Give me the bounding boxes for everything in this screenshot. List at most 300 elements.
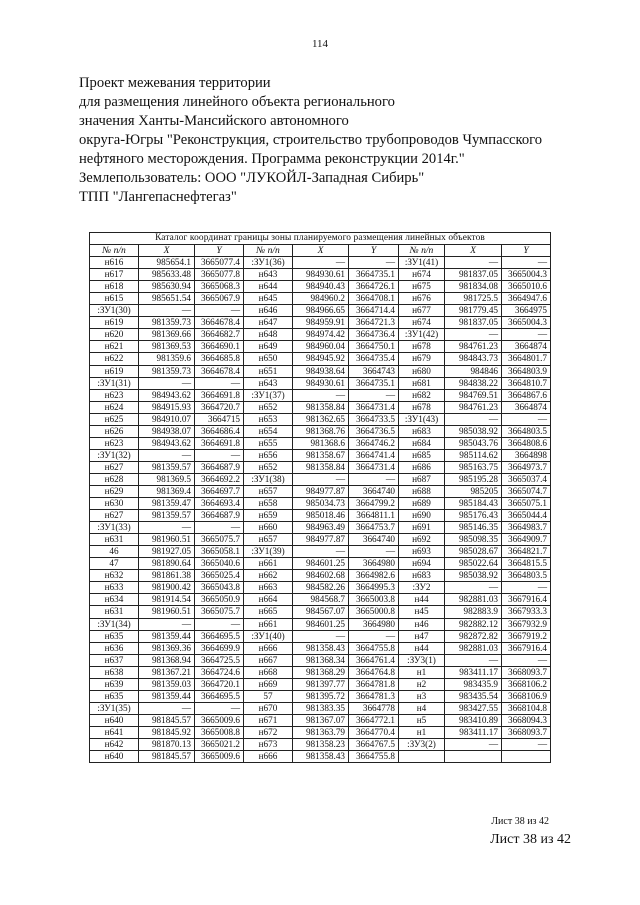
table-caption-row [90,233,551,245]
table-cell: 3664695.5 [195,690,244,702]
table-cell: 984974.42 [293,329,349,341]
table-cell: 3665075.7 [195,534,244,546]
table-cell: н647 [244,317,293,329]
table-cell: н664 [244,594,293,606]
table-cell: — [139,449,195,461]
table-cell: н616 [90,257,139,269]
table-cell: 983435.54 [445,690,502,702]
table-cell: 3664973.7 [502,461,551,473]
table-cell: 981359.44 [139,630,195,642]
table-cell: :ЗУ1(40) [244,630,293,642]
table-cell: 3664687.9 [195,510,244,522]
table-cell: н663 [244,582,293,594]
table-cell: 985654.1 [139,257,195,269]
table-cell [502,751,551,763]
table-cell: — [349,389,399,401]
table-cell: н667 [244,654,293,666]
table-cell: :ЗУ1(41) [399,257,445,269]
table-cell: :ЗУ1(33) [90,522,139,534]
document-header [79,74,599,207]
table-cell: 3664740 [349,534,399,546]
table-cell: 981845.57 [139,751,195,763]
table-cell: 3664947.6 [502,293,551,305]
table-cell: 3667916.4 [502,594,551,606]
table-cell: 981900.42 [139,582,195,594]
table-cell: н657 [244,534,293,546]
table-cell: 3664736.5 [349,425,399,437]
table-cell: н677 [399,305,445,317]
table-cell: 984940.43 [293,281,349,293]
table-cell: 984943.62 [139,389,195,401]
table-cell: 3664781.8 [349,678,399,690]
table-cell: 985022.64 [445,558,502,570]
table-cell: — [139,618,195,630]
table-cell: 984938.64 [293,365,349,377]
table-cell: 3664781.3 [349,690,399,702]
table-cell: — [349,473,399,485]
table-cell: 983411.17 [445,666,502,678]
table-cell: 3664691.8 [195,437,244,449]
table-cell: 3664746.2 [349,437,399,449]
table-cell: 984843.73 [445,353,502,365]
table-cell: н694 [399,558,445,570]
table-cell: н46 [399,618,445,630]
table-cell: н633 [90,582,139,594]
table-cell: н692 [399,534,445,546]
table-cell: н637 [90,654,139,666]
table-cell: н679 [399,353,445,365]
table-cell: 3664772.1 [349,714,399,726]
table-cell: н654 [244,425,293,437]
table-cell: 3664714.4 [349,305,399,317]
table-cell: н636 [90,642,139,654]
table-cell: — [139,522,195,534]
table-cell: 3664697.7 [195,485,244,497]
table-row [90,281,551,293]
table-cell: н44 [399,594,445,606]
table-row [90,437,551,449]
table-cell: — [139,377,195,389]
table-row [90,317,551,329]
table-cell: — [445,738,502,750]
table-cell: 984910.07 [139,413,195,425]
table-cell: н649 [244,341,293,353]
table-cell: 3664720.1 [195,678,244,690]
table-cell: 981725.5 [445,293,502,305]
table-cell: — [502,582,551,594]
table-cell: 3664975 [502,305,551,317]
table-cell: 3664764.8 [349,666,399,678]
table-row [90,522,551,534]
table-cell: н673 [244,738,293,750]
table-cell: — [502,738,551,750]
table-cell: 3668093.7 [502,666,551,678]
table-cell: н652 [244,401,293,413]
table-cell: 981369.4 [139,485,195,497]
table-cell: 981369.5 [139,473,195,485]
table-cell: — [349,630,399,642]
table-cell: 981383.35 [293,702,349,714]
table-cell: 3665040.6 [195,558,244,570]
table-cell: 985630.94 [139,281,195,293]
col-header-number: № п/п [399,245,445,257]
table-cell: 3665009.6 [195,714,244,726]
table-row [90,738,551,750]
table-cell: 3664743 [349,365,399,377]
table-cell: 3664741.4 [349,449,399,461]
table-cell: н627 [90,461,139,473]
table-cell: н4 [399,702,445,714]
table-cell: 981362.65 [293,413,349,425]
table-cell: н629 [90,485,139,497]
table-cell: 981960.51 [139,606,195,618]
table-cell: н681 [399,377,445,389]
table-cell: н651 [244,365,293,377]
table-cell: 984938.07 [139,425,195,437]
table-cell: — [293,257,349,269]
table-cell: н45 [399,606,445,618]
table-cell: н640 [90,751,139,763]
table-cell: н652 [244,461,293,473]
table-cell [445,751,502,763]
table-cell: 3664740 [349,485,399,497]
table-cell: 981845.57 [139,714,195,726]
table-cell: 47 [90,558,139,570]
table-row [90,473,551,485]
table-cell: — [445,413,502,425]
table-row [90,618,551,630]
table-cell: 3664874 [502,401,551,413]
table-cell: н2 [399,678,445,690]
table-cell: 984930.61 [293,377,349,389]
table-cell: 981359.6 [139,353,195,365]
table-cell: н658 [244,498,293,510]
table-cell: 981358.43 [293,642,349,654]
table-cell: 3665067.9 [195,293,244,305]
table-cell: 984568.7 [293,594,349,606]
table-row [90,377,551,389]
table-cell: — [445,654,502,666]
table-cell: 981368.6 [293,437,349,449]
table-cell: 981359.57 [139,510,195,522]
table-cell: н635 [90,630,139,642]
table-cell: 981369.66 [139,329,195,341]
table-cell: 3668106.9 [502,690,551,702]
table-cell: — [502,329,551,341]
table-cell: 982881.03 [445,642,502,654]
table-cell: 981359.73 [139,317,195,329]
table-cell: 3664735.1 [349,269,399,281]
table-cell: н662 [244,570,293,582]
table-cell: н640 [90,714,139,726]
table-cell: н619 [90,317,139,329]
table-cell: 3664753.7 [349,522,399,534]
table-cell: — [349,257,399,269]
table-cell: 3664770.4 [349,726,399,738]
table-cell: н676 [399,293,445,305]
table-row [90,690,551,702]
table-cell: н628 [90,473,139,485]
table-cell: 984769.51 [445,389,502,401]
table-cell: 984943.62 [139,437,195,449]
table-cell: н678 [399,401,445,413]
table-cell: — [502,257,551,269]
table-cell: 3664691.8 [195,389,244,401]
table-cell: — [139,702,195,714]
table-cell: 3667919.2 [502,630,551,642]
table-cell: 3664808.6 [502,437,551,449]
table-cell: 3664724.6 [195,666,244,678]
table-row [90,678,551,690]
table-cell: 3664726.1 [349,281,399,293]
table-cell: 982882.12 [445,618,502,630]
table-cell: 3665010.6 [502,281,551,293]
table-cell: н644 [244,281,293,293]
table-cell: н671 [244,714,293,726]
table-cell: 3665044.4 [502,510,551,522]
table-cell: 984567.07 [293,606,349,618]
table-cell: 984838.22 [445,377,502,389]
table-row [90,546,551,558]
table-cell: н635 [90,690,139,702]
table-cell: 981834.08 [445,281,502,293]
table-cell: 981927.05 [139,546,195,558]
table-cell: 985028.67 [445,546,502,558]
table-row [90,582,551,594]
table-cell: 981837.05 [445,317,502,329]
table-cell: 984977.87 [293,534,349,546]
table-row [90,461,551,473]
table-cell: 983435.9 [445,678,502,690]
table-cell: 3664980 [349,558,399,570]
table-cell: 3664867.6 [502,389,551,401]
table-cell: 3664735.4 [349,353,399,365]
table-cell: 3664980 [349,618,399,630]
table-cell: :ЗУ1(39) [244,546,293,558]
table-row [90,510,551,522]
table-cell: н631 [90,606,139,618]
table-cell: 985633.48 [139,269,195,281]
table-cell: 3665000.8 [349,606,399,618]
table-cell: :ЗУ3(1) [399,654,445,666]
table-cell: 3664708.1 [349,293,399,305]
table-cell: н688 [399,485,445,497]
table-cell: н631 [90,534,139,546]
table-cell: 984930.61 [293,269,349,281]
table-cell: н693 [399,546,445,558]
table-cell: 981837.05 [445,269,502,281]
table-cell: 3664699.9 [195,642,244,654]
table-cell: 3667916.4 [502,642,551,654]
table-cell: 985018.46 [293,510,349,522]
table-cell: 984602.68 [293,570,349,582]
table-cell: 3664692.2 [195,473,244,485]
table-cell: н1 [399,666,445,678]
table-cell: 981870.13 [139,738,195,750]
table-cell: 3664690.1 [195,341,244,353]
table-cell: н661 [244,558,293,570]
table-cell: 3664731.4 [349,461,399,473]
table-cell: — [195,522,244,534]
table-cell: 985163.75 [445,461,502,473]
table-cell: :ЗУ1(34) [90,618,139,630]
table-cell: н634 [90,594,139,606]
table-cell: 985043.76 [445,437,502,449]
table-cell: 981890.64 [139,558,195,570]
table-cell: 3668104.8 [502,702,551,714]
table-cell: н666 [244,751,293,763]
table-cell: 3664801.7 [502,353,551,365]
table-cell: н678 [399,341,445,353]
table-row [90,341,551,353]
table-cell: 3664682.7 [195,329,244,341]
table-row [90,654,551,666]
table-cell: — [195,377,244,389]
table-row [90,702,551,714]
coordinate-catalog-table [89,232,551,763]
table-row [90,570,551,582]
table-cell: 984977.87 [293,485,349,497]
table-cell: н620 [90,329,139,341]
table-row [90,666,551,678]
table-cell: — [445,257,502,269]
table-cell: н660 [244,522,293,534]
table-cell: 3665068.3 [195,281,244,293]
header-line: нефтяного месторождения. Программа реконструкции 2014г." [79,151,465,167]
table-cell: 3664720.7 [195,401,244,413]
table-cell: 981779.45 [445,305,502,317]
table-cell: 984601.25 [293,618,349,630]
table-cell: 3664678.4 [195,317,244,329]
table-cell: 981359.44 [139,690,195,702]
table-cell: 3665025.4 [195,570,244,582]
table-cell: 3664693.4 [195,498,244,510]
table-cell: н680 [399,365,445,377]
table-cell: 3665043.8 [195,582,244,594]
table-cell: — [445,329,502,341]
table-cell: 3664755.8 [349,642,399,654]
table-cell: 981861.38 [139,570,195,582]
table-cell: 3665009.6 [195,751,244,763]
table-cell: 3665004.3 [502,269,551,281]
table-cell: 3664685.8 [195,353,244,365]
table-cell: 3664821.7 [502,546,551,558]
table-cell: 3664815.5 [502,558,551,570]
table-cell: н44 [399,642,445,654]
table-cell: 3665074.7 [502,485,551,497]
table-cell: н641 [90,726,139,738]
table-cell: 3664909.7 [502,534,551,546]
header-line: округа-Югры "Реконструкция, строительство трубопроводов Чумпасского [79,132,543,148]
table-row [90,594,551,606]
table-cell: н648 [244,329,293,341]
table-cell: 985176.43 [445,510,502,522]
table-row [90,365,551,377]
table-cell: н675 [399,281,445,293]
table-cell: н691 [399,522,445,534]
table-cell: 985038.92 [445,570,502,582]
table-cell: н672 [244,726,293,738]
table-cell: 981368.29 [293,666,349,678]
table-cell: 985098.35 [445,534,502,546]
table-cell: н687 [399,473,445,485]
table-cell: н665 [244,606,293,618]
table-cell: 3664695.5 [195,630,244,642]
table-cell: н653 [244,413,293,425]
table-row [90,293,551,305]
table-cell: 984959.91 [293,317,349,329]
sheet-label-footer: Лист 38 из 42 [490,832,571,847]
table-cell: 3664731.4 [349,401,399,413]
table-cell: 981359.47 [139,498,195,510]
table-row [90,498,551,510]
table-cell: 984960.04 [293,341,349,353]
table-cell: н642 [90,738,139,750]
table-cell: 3668093.7 [502,726,551,738]
table-cell: 985205 [445,485,502,497]
table-cell: н623 [90,437,139,449]
table-cell: :ЗУ1(32) [90,449,139,461]
table-cell: 985651.54 [139,293,195,305]
table-cell: 3664799.2 [349,498,399,510]
table-cell: 981358.23 [293,738,349,750]
table-cell: :ЗУ1(38) [244,473,293,485]
table-cell: 983410.89 [445,714,502,726]
table-cell: н626 [90,425,139,437]
table-cell: 984960.2 [293,293,349,305]
table-cell: 3665004.3 [502,317,551,329]
table-cell: н643 [244,377,293,389]
table-cell: н657 [244,485,293,497]
table-cell: н623 [90,389,139,401]
table-cell: — [293,389,349,401]
table-cell: 3665008.8 [195,726,244,738]
table-cell: 982883.9 [445,606,502,618]
table-cell: 985184.43 [445,498,502,510]
table-cell: 3664750.1 [349,341,399,353]
table-row [90,413,551,425]
table-cell: 3665003.8 [349,594,399,606]
table-cell: 3664874 [502,341,551,353]
table-header-row [90,245,551,257]
table-cell: н666 [244,642,293,654]
table-body [90,257,551,763]
table-cell: н668 [244,666,293,678]
table-cell: 984966.65 [293,305,349,317]
table-cell: н619 [90,365,139,377]
table-cell: н3 [399,690,445,702]
table-row [90,269,551,281]
table-cell: н632 [90,570,139,582]
table-row [90,257,551,269]
table-cell [399,751,445,763]
table-cell: н615 [90,293,139,305]
table-cell: н670 [244,702,293,714]
table-row [90,425,551,437]
table-cell: н682 [399,389,445,401]
table-row [90,642,551,654]
sheet-label-table: Лист 38 из 42 [491,816,549,827]
table-cell: 981359.57 [139,461,195,473]
table-cell: н669 [244,678,293,690]
table-cell: 981397.77 [293,678,349,690]
table-cell: н674 [399,269,445,281]
table-cell: 3664735.1 [349,377,399,389]
table-cell: 3664995.3 [349,582,399,594]
table-cell: 3668106.2 [502,678,551,690]
table-cell: 3664733.5 [349,413,399,425]
header-line: Проект межевания территории [79,75,271,91]
